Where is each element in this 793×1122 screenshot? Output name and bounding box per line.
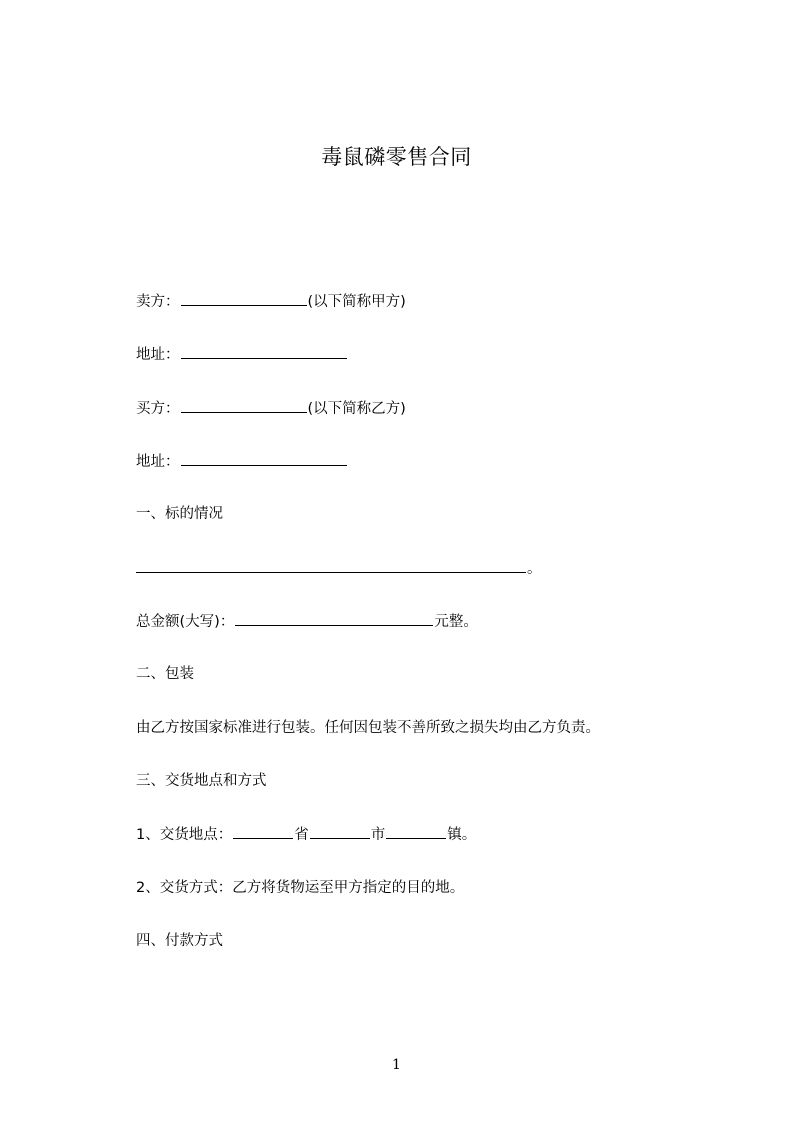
province-label: 省 (294, 827, 309, 843)
city-blank (310, 824, 370, 839)
packaging-text: 由乙方按国家标准进行包装。任何因包装不善所致之损失均由乙方负责。 (136, 720, 600, 736)
address-label: 地址： (136, 347, 180, 363)
seller-label: 卖方： (136, 294, 180, 310)
town-label: 镇。 (447, 827, 477, 843)
subject-blank (136, 558, 526, 573)
buyer-suffix: (以下简称乙方) (307, 401, 406, 417)
buyer-address-line (136, 451, 348, 472)
page-number: 1 (392, 1057, 401, 1073)
buyer-address-blank (181, 451, 347, 466)
address-label: 地址： (136, 454, 180, 470)
subject-end: 。 (527, 561, 542, 577)
seller-address-line (136, 344, 348, 365)
section-heading-4: 四、付款方式 (136, 933, 223, 949)
town-blank (386, 824, 446, 839)
total-label: 总金额(大写)： (136, 614, 235, 630)
seller-blank (181, 291, 307, 306)
section-heading-3: 三、交货地点和方式 (136, 773, 267, 789)
province-blank (233, 824, 293, 839)
total-amount-line (136, 611, 478, 632)
subject-line (136, 558, 542, 579)
document-title: 毒鼠磷零售合同 (321, 145, 472, 169)
buyer-line (136, 398, 406, 419)
total-suffix: 元整。 (434, 614, 478, 630)
section-heading-1: 一、标的情况 (136, 506, 223, 522)
buyer-label: 买方： (136, 401, 180, 417)
buyer-blank (181, 398, 307, 413)
city-label: 市 (370, 827, 386, 843)
seller-line (136, 291, 406, 312)
seller-suffix: (以下简称甲方) (307, 294, 406, 310)
delivery-place-label: 1、交货地点： (136, 827, 233, 843)
delivery-method-text: 2、交货方式：乙方将货物运至甲方指定的目的地。 (136, 880, 465, 896)
delivery-place-line (136, 824, 476, 845)
seller-address-blank (181, 344, 347, 359)
total-blank (235, 611, 433, 626)
section-heading-2: 二、包装 (136, 666, 194, 682)
